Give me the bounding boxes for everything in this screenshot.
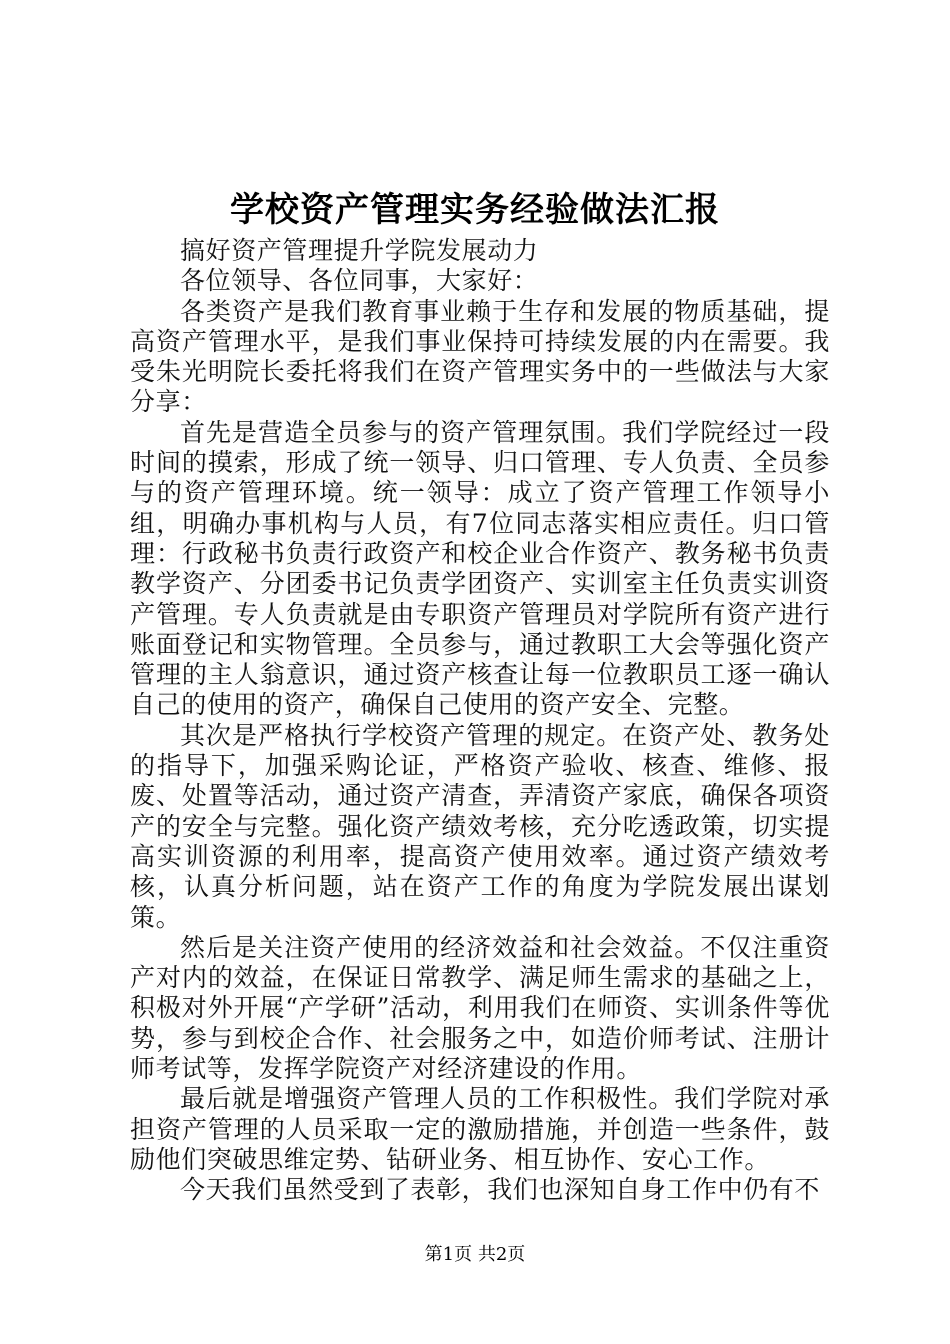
paragraph-subtitle: 搞好资产管理提升学院发展动力 (180, 236, 539, 265)
paragraph-third: 然后是关注资产使用的经济效益和社会效益。不仅注重资产对内的效益，在保证日常教学、满足师生需求的基础之上，积极对外开展“产学研”活动，利用我们在师资、实训条件等优势，参与到校企合作、社会服务之中，如造价师考试、注册计师考试等，发挥学院资产对经济建设的作用。 (130, 932, 830, 1084)
paragraph-closing: 今天我们虽然受到了表彰，我们也深知自身工作中仍有不 (180, 1175, 821, 1205)
paragraph-first: 首先是营造全员参与的资产管理氛围。我们学院经过一段时间的摸索，形成了统一领导、归口管理、专人负责、全员参与的资产管理环境。统一领导：成立了资产管理工作领导小组，明确办事机构与人员，有7位同志落实相应责任。归口管理：行政秘书负责行政资产和校企业合作资产、教务秘书负责教学资产、分团委书记负责学团资产、实训室主任负责实训资产管理。专人负责就是由专职资产管理员对学院所有资产进行账面登记和实物管理。全员参与，通过教职工大会等强化资产管理的主人翁意识，通过资产核查让每一位教职员工逐一确认自己的使用的资产，确保自己使用的资产安全、完整。 (130, 417, 830, 720)
document-title: 学校资产管理实务经验做法汇报 (230, 190, 720, 230)
paragraph-fourth: 最后就是增强资产管理人员的工作积极性。我们学院对承担资产管理的人员采取一定的激励措施，并创造一些条件，鼓励他们突破思维定势、钻研业务、相互协作、安心工作。 (130, 1084, 830, 1174)
paragraph-intro: 各类资产是我们教育事业赖于生存和发展的物质基础，提高资产管理水平，是我们事业保持可持续发展的内在需要。我受朱光明院长委托将我们在资产管理实务中的一些做法与大家分享： (130, 296, 830, 417)
paragraph-greeting: 各位领导、各位同事，大家好： (180, 266, 539, 296)
document-body (130, 236, 830, 1206)
page-number-footer: 第1页 共2页 (424, 1244, 526, 1265)
paragraph-second: 其次是严格执行学校资产管理的规定。在资产处、教务处的指导下，加强采购论证，严格资产验收、核查、维修、报废、处置等活动，通过资产清查，弄清资产家底，确保各项资产的安全与完整。强化资产绩效考核，充分吃透政策，切实提高实训资源的利用率，提高资产使用效率。通过资产绩效考核，认真分析问题，站在资产工作的角度为学院发展出谋划策。 (130, 720, 830, 932)
